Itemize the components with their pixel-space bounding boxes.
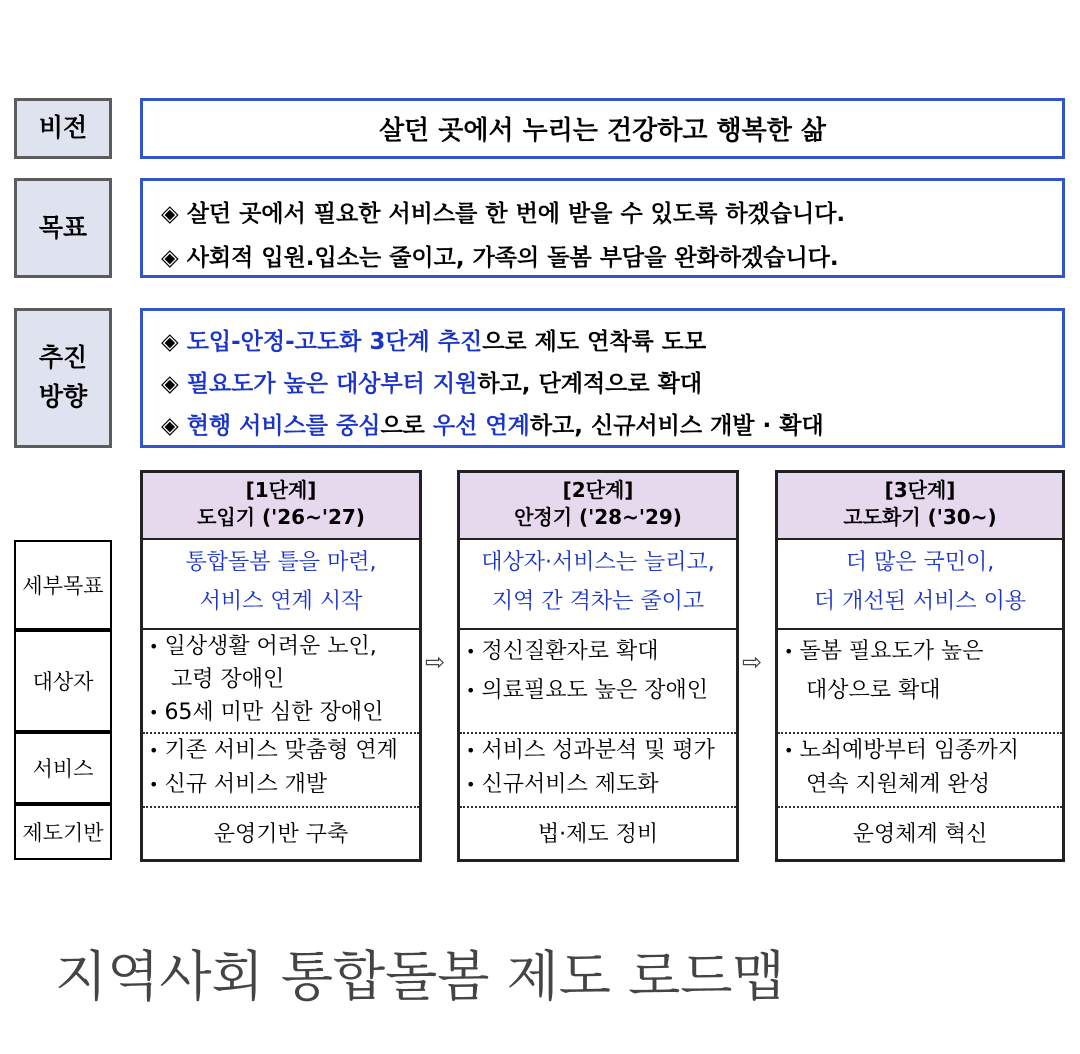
goal-box	[140, 178, 1065, 278]
goal-label-text: 목표	[38, 212, 88, 242]
service-text: 서비스 성과분석 및 평가	[481, 738, 715, 763]
direction-item-2	[161, 365, 702, 398]
bullet-icon: •	[784, 740, 794, 760]
stage-2-base	[460, 805, 736, 859]
list-item	[466, 768, 736, 802]
list-item	[149, 663, 419, 696]
stage-1-base	[143, 805, 419, 859]
row-label-detail-goal-text: 세부목표	[22, 574, 104, 598]
bullet-icon: •	[149, 774, 159, 794]
stage-3-goal	[778, 540, 1062, 630]
service-text: 노쇠예방부터 임종까지	[799, 738, 1019, 763]
stage-3-period: 고도화기 ('30~)	[843, 505, 997, 529]
stage-1-period: 도입기 ('26~'27)	[197, 505, 365, 529]
list-item	[149, 630, 419, 663]
row-label-target	[14, 630, 112, 732]
arrow-right-icon: ⇨	[425, 648, 446, 676]
direction-box	[140, 308, 1065, 448]
row-label-service-text: 서비스	[32, 757, 94, 781]
row-label-base-text: 제도기반	[22, 821, 104, 845]
stage-3-header	[778, 473, 1062, 540]
stage-1-goal	[143, 540, 419, 630]
stage-1	[140, 470, 422, 862]
bullet-icon: •	[784, 642, 794, 661]
service-text: 연속 지원체계 완성	[806, 772, 991, 798]
bullet-icon: •	[149, 637, 159, 656]
stage-3-base	[778, 805, 1062, 859]
stage-2-step: [2단계]	[562, 478, 634, 502]
list-item	[149, 696, 419, 729]
direction-item-3-rest: 하고, 신규서비스 개발 · 확대	[529, 413, 824, 439]
bullet-icon: •	[149, 740, 159, 760]
list-item	[784, 734, 1062, 768]
vision-box	[140, 98, 1065, 159]
stage-2-base-text: 법·제도 정비	[537, 821, 659, 847]
target-text: 의료필요도 높은 장애인	[481, 677, 708, 703]
stage-2-period: 안정기 ('28~'29)	[514, 505, 682, 529]
stage-3-step: [3단계]	[884, 478, 956, 502]
vision-label	[14, 98, 112, 159]
stage-3-goal-line1: 더 많은 국민이,	[845, 550, 995, 575]
target-text: 대상으로 확대	[806, 677, 941, 703]
stage-2-header	[460, 473, 736, 540]
bullet-icon: •	[466, 680, 476, 700]
stage-2-goal	[460, 540, 736, 630]
stage-3-base-text: 운영체계 혁신	[852, 821, 988, 847]
row-label-service	[14, 732, 112, 804]
direction-item-1	[161, 323, 706, 356]
direction-label	[14, 308, 112, 448]
direction-item-1-highlight: 도입-안정-고도화 3단계 추진	[186, 329, 483, 355]
stage-3-targets	[778, 633, 1062, 732]
diamond-marker: ◈	[161, 413, 187, 439]
list-item	[784, 633, 1062, 672]
bullet-icon: •	[466, 740, 476, 760]
target-text: 고령 장애인	[171, 667, 285, 692]
stage-1-step: [1단계]	[245, 478, 317, 502]
bullet-icon: •	[466, 774, 476, 794]
direction-item-3	[161, 407, 824, 440]
list-item	[466, 672, 736, 711]
stage-1-goal-line2: 서비스 연계 시작	[199, 588, 363, 614]
list-item	[784, 768, 1062, 802]
list-item	[149, 768, 419, 802]
direction-item-3-mid: 으로	[380, 413, 433, 439]
stage-2-services	[460, 734, 736, 806]
stage-1-services	[143, 734, 419, 806]
goal-item-2: ◈ 사회적 입원.입소는 줄이고, 가족의 돌봄 부담을 완화하겠습니다.	[161, 245, 839, 271]
direction-item-3-highlight2: 우선 연계	[432, 413, 530, 439]
target-text: 일상생활 어려운 노인,	[164, 634, 377, 659]
target-text: 65세 미만 심한 장애인	[164, 700, 384, 725]
direction-item-2-rest: 하고, 단계적으로 확대	[477, 371, 703, 397]
stage-2-targets	[460, 633, 736, 732]
stage-1-goal-line1: 통합돌봄 틀을 마련,	[185, 550, 377, 575]
stage-1-header	[143, 473, 419, 540]
figure-caption: 지역사회 통합돌봄 제도 로드맵	[55, 945, 785, 1008]
stage-3-services	[778, 734, 1062, 806]
stage-1-targets	[143, 630, 419, 732]
bullet-icon: •	[466, 642, 476, 661]
row-label-detail-goal	[14, 540, 112, 630]
stage-1-base-text: 운영기반 구축	[213, 821, 349, 847]
vision-text: 살던 곳에서 누리는 건강하고 행복한 삶	[378, 116, 827, 146]
list-item	[466, 734, 736, 768]
service-text: 신규 서비스 개발	[164, 772, 328, 798]
stage-2-goal-line1: 대상자·서비스는 늘리고,	[481, 550, 715, 575]
stage-2	[457, 470, 739, 862]
list-item	[466, 633, 736, 672]
goal-label	[14, 178, 112, 278]
direction-item-1-rest: 으로 제도 연착륙 도모	[482, 329, 707, 355]
direction-label-line1: 추진	[38, 343, 88, 373]
direction-label-line2: 방향	[38, 382, 88, 411]
row-label-base	[14, 804, 112, 860]
vision-label-text: 비전	[38, 113, 88, 143]
diamond-marker: ◈	[161, 329, 187, 355]
service-text: 신규서비스 제도화	[481, 772, 659, 798]
target-text: 돌봄 필요도가 높은	[799, 639, 984, 664]
service-text: 기존 서비스 맞춤형 연계	[164, 738, 398, 763]
diamond-marker: ◈	[161, 371, 187, 397]
target-text: 정신질환자로 확대	[481, 639, 659, 664]
direction-item-2-highlight: 필요도가 높은 대상부터 지원	[186, 371, 478, 397]
stage-3-goal-line2: 더 개선된 서비스 이용	[813, 588, 1027, 614]
stage-2-goal-line2: 지역 간 격차는 줄이고	[491, 588, 705, 614]
direction-item-3-highlight: 현행 서비스를 중심	[186, 413, 381, 439]
list-item	[149, 734, 419, 768]
arrow-right-icon: ⇨	[742, 648, 763, 676]
list-item	[784, 672, 1062, 711]
bullet-icon: •	[149, 703, 159, 722]
goal-item-1: ◈ 살던 곳에서 필요한 서비스를 한 번에 받을 수 있도록 하겠습니다.	[161, 201, 846, 227]
row-label-target-text: 대상자	[32, 670, 94, 694]
stage-3	[775, 470, 1065, 862]
